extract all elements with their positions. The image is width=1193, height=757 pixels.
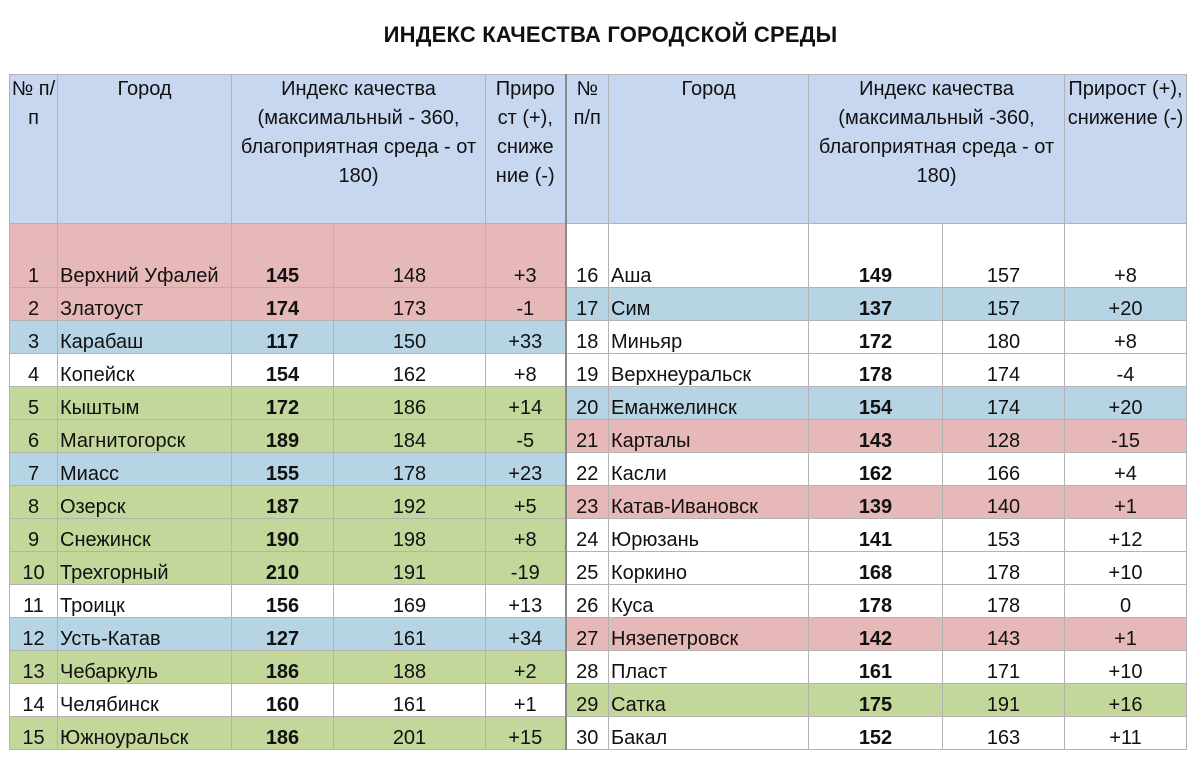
previous-index-value-left: 161 xyxy=(334,684,486,717)
city-name-right: Куса xyxy=(609,585,809,618)
city-name-right: Бакал xyxy=(609,717,809,750)
index-value-left: 186 xyxy=(232,651,334,684)
table-row xyxy=(10,585,1187,618)
previous-index-value-right: 163 xyxy=(943,717,1065,750)
previous-index-value-left: 173 xyxy=(334,288,486,321)
city-name-left: Карабаш xyxy=(58,321,232,354)
growth-value-left: +13 xyxy=(486,585,566,618)
previous-index-value-right: 174 xyxy=(943,387,1065,420)
city-name-right: Юрюзань xyxy=(609,519,809,552)
city-name-left: Кыштым xyxy=(58,387,232,420)
city-name-left: Трехгорный xyxy=(58,552,232,585)
previous-index-value-right: 171 xyxy=(943,651,1065,684)
index-value-left: 174 xyxy=(232,288,334,321)
table-row xyxy=(10,387,1187,420)
index-value-left: 155 xyxy=(232,453,334,486)
growth-value-right: -4 xyxy=(1065,354,1187,387)
index-value-right: 141 xyxy=(809,519,943,552)
growth-value-left: -5 xyxy=(486,420,566,453)
city-name-right: Сим xyxy=(609,288,809,321)
growth-value-right: +1 xyxy=(1065,618,1187,651)
row-number-right: 18 xyxy=(566,321,609,354)
index-value-right: 143 xyxy=(809,420,943,453)
row-number-left: 12 xyxy=(10,618,58,651)
row-number-right: 27 xyxy=(566,618,609,651)
header-num-right: № п/п xyxy=(566,75,609,224)
growth-value-left: +8 xyxy=(486,519,566,552)
previous-index-value-left: 162 xyxy=(334,354,486,387)
header-city-left: Город xyxy=(58,75,232,224)
growth-value-left: -1 xyxy=(486,288,566,321)
index-value-right: 139 xyxy=(809,486,943,519)
city-name-right: Пласт xyxy=(609,651,809,684)
growth-value-right: +8 xyxy=(1065,224,1187,288)
previous-index-value-left: 201 xyxy=(334,717,486,750)
index-value-right: 175 xyxy=(809,684,943,717)
city-index-table xyxy=(9,74,1187,750)
index-value-right: 178 xyxy=(809,354,943,387)
city-name-left: Верхний Уфалей xyxy=(58,224,232,288)
row-number-left: 5 xyxy=(10,387,58,420)
city-name-left: Челябинск xyxy=(58,684,232,717)
table-row xyxy=(10,717,1187,750)
header-num-left: № п/п xyxy=(10,75,58,224)
city-name-right: Катав-Ивановск xyxy=(609,486,809,519)
row-number-left: 15 xyxy=(10,717,58,750)
table-row xyxy=(10,288,1187,321)
table-row xyxy=(10,420,1187,453)
row-number-right: 26 xyxy=(566,585,609,618)
row-number-left: 7 xyxy=(10,453,58,486)
table-row xyxy=(10,519,1187,552)
header-index-left: Индекс качества (максимальный - 360, благоприятная среда - от 180) xyxy=(232,75,486,224)
row-number-right: 22 xyxy=(566,453,609,486)
row-number-left: 13 xyxy=(10,651,58,684)
index-value-right: 154 xyxy=(809,387,943,420)
row-number-left: 11 xyxy=(10,585,58,618)
table-row xyxy=(10,486,1187,519)
growth-value-right: 0 xyxy=(1065,585,1187,618)
city-name-left: Озерск xyxy=(58,486,232,519)
city-name-right: Еманжелинск xyxy=(609,387,809,420)
row-number-right: 30 xyxy=(566,717,609,750)
index-value-left: 210 xyxy=(232,552,334,585)
growth-value-right: +8 xyxy=(1065,321,1187,354)
previous-index-value-right: 174 xyxy=(943,354,1065,387)
table-row xyxy=(10,684,1187,717)
index-value-left: 160 xyxy=(232,684,334,717)
city-name-left: Чебаркуль xyxy=(58,651,232,684)
growth-value-right: +1 xyxy=(1065,486,1187,519)
previous-index-value-right: 191 xyxy=(943,684,1065,717)
previous-index-value-right: 153 xyxy=(943,519,1065,552)
index-value-right: 162 xyxy=(809,453,943,486)
page-title: ИНДЕКС КАЧЕСТВА ГОРОДСКОЙ СРЕДЫ xyxy=(383,22,838,47)
index-value-left: 156 xyxy=(232,585,334,618)
growth-value-right: +20 xyxy=(1065,387,1187,420)
previous-index-value-left: 186 xyxy=(334,387,486,420)
row-number-right: 29 xyxy=(566,684,609,717)
previous-index-value-left: 188 xyxy=(334,651,486,684)
index-value-right: 152 xyxy=(809,717,943,750)
index-value-right: 137 xyxy=(809,288,943,321)
row-number-left: 4 xyxy=(10,354,58,387)
index-value-left: 127 xyxy=(232,618,334,651)
row-number-left: 9 xyxy=(10,519,58,552)
previous-index-value-left: 178 xyxy=(334,453,486,486)
city-name-left: Троицк xyxy=(58,585,232,618)
row-number-right: 28 xyxy=(566,651,609,684)
growth-value-left: +2 xyxy=(486,651,566,684)
growth-value-left: +8 xyxy=(486,354,566,387)
city-name-left: Златоуст xyxy=(58,288,232,321)
previous-index-value-right: 157 xyxy=(943,224,1065,288)
growth-value-right: +12 xyxy=(1065,519,1187,552)
row-number-right: 20 xyxy=(566,387,609,420)
header-index-right: Индекс качества (максимальный -360, благоприятная среда - от 180) xyxy=(809,75,1065,224)
previous-index-value-left: 192 xyxy=(334,486,486,519)
table-row xyxy=(10,321,1187,354)
growth-value-right: +4 xyxy=(1065,453,1187,486)
growth-value-left: +5 xyxy=(486,486,566,519)
growth-value-left: +34 xyxy=(486,618,566,651)
city-name-left: Копейск xyxy=(58,354,232,387)
row-number-left: 14 xyxy=(10,684,58,717)
table-row xyxy=(10,453,1187,486)
growth-value-right: +16 xyxy=(1065,684,1187,717)
growth-value-left: +23 xyxy=(486,453,566,486)
previous-index-value-right: 128 xyxy=(943,420,1065,453)
header-city-right: Город xyxy=(609,75,809,224)
previous-index-value-right: 143 xyxy=(943,618,1065,651)
previous-index-value-right: 157 xyxy=(943,288,1065,321)
growth-value-right: +10 xyxy=(1065,651,1187,684)
growth-value-left: +33 xyxy=(486,321,566,354)
row-number-left: 8 xyxy=(10,486,58,519)
row-number-right: 19 xyxy=(566,354,609,387)
previous-index-value-left: 148 xyxy=(334,224,486,288)
table-row xyxy=(10,224,1187,288)
index-value-left: 172 xyxy=(232,387,334,420)
table-row xyxy=(10,354,1187,387)
row-number-right: 25 xyxy=(566,552,609,585)
city-name-right: Миньяр xyxy=(609,321,809,354)
city-name-right: Касли xyxy=(609,453,809,486)
growth-value-right: -15 xyxy=(1065,420,1187,453)
city-name-left: Снежинск xyxy=(58,519,232,552)
row-number-right: 17 xyxy=(566,288,609,321)
index-value-left: 186 xyxy=(232,717,334,750)
index-value-left: 190 xyxy=(232,519,334,552)
growth-value-left: -19 xyxy=(486,552,566,585)
previous-index-value-right: 166 xyxy=(943,453,1065,486)
row-number-left: 3 xyxy=(10,321,58,354)
row-number-left: 10 xyxy=(10,552,58,585)
city-name-right: Верхнеуральск xyxy=(609,354,809,387)
index-value-left: 117 xyxy=(232,321,334,354)
header-growth-left: Приро ст (+), сниже ние (-) xyxy=(486,75,566,224)
row-number-left: 2 xyxy=(10,288,58,321)
growth-value-left: +14 xyxy=(486,387,566,420)
table-row xyxy=(10,651,1187,684)
city-name-right: Сатка xyxy=(609,684,809,717)
index-value-right: 161 xyxy=(809,651,943,684)
table-header-row xyxy=(10,75,1187,224)
previous-index-value-left: 169 xyxy=(334,585,486,618)
city-name-left: Миасс xyxy=(58,453,232,486)
index-value-left: 145 xyxy=(232,224,334,288)
growth-value-right: +20 xyxy=(1065,288,1187,321)
index-value-left: 154 xyxy=(232,354,334,387)
city-name-right: Карталы xyxy=(609,420,809,453)
city-name-right: Аша xyxy=(609,224,809,288)
index-value-left: 187 xyxy=(232,486,334,519)
previous-index-value-left: 198 xyxy=(334,519,486,552)
index-value-right: 172 xyxy=(809,321,943,354)
previous-index-value-left: 184 xyxy=(334,420,486,453)
row-number-right: 24 xyxy=(566,519,609,552)
previous-index-value-right: 180 xyxy=(943,321,1065,354)
city-name-right: Нязепетровск xyxy=(609,618,809,651)
index-value-right: 178 xyxy=(809,585,943,618)
previous-index-value-left: 161 xyxy=(334,618,486,651)
previous-index-value-right: 140 xyxy=(943,486,1065,519)
city-name-left: Магнитогорск xyxy=(58,420,232,453)
index-value-right: 149 xyxy=(809,224,943,288)
city-name-left: Усть-Катав xyxy=(58,618,232,651)
table-row xyxy=(10,552,1187,585)
city-name-right: Коркино xyxy=(609,552,809,585)
table-body xyxy=(10,224,1187,750)
index-value-right: 168 xyxy=(809,552,943,585)
growth-value-left: +1 xyxy=(486,684,566,717)
previous-index-value-left: 150 xyxy=(334,321,486,354)
growth-value-left: +15 xyxy=(486,717,566,750)
index-value-right: 142 xyxy=(809,618,943,651)
growth-value-left: +3 xyxy=(486,224,566,288)
row-number-right: 21 xyxy=(566,420,609,453)
header-growth-right: Прирост (+), снижение (-) xyxy=(1065,75,1187,224)
previous-index-value-right: 178 xyxy=(943,585,1065,618)
row-number-left: 1 xyxy=(10,224,58,288)
growth-value-right: +11 xyxy=(1065,717,1187,750)
previous-index-value-right: 178 xyxy=(943,552,1065,585)
city-name-left: Южноуральск xyxy=(58,717,232,750)
row-number-right: 23 xyxy=(566,486,609,519)
index-value-left: 189 xyxy=(232,420,334,453)
row-number-left: 6 xyxy=(10,420,58,453)
table-row xyxy=(10,618,1187,651)
growth-value-right: +10 xyxy=(1065,552,1187,585)
previous-index-value-left: 191 xyxy=(334,552,486,585)
row-number-right: 16 xyxy=(566,224,609,288)
